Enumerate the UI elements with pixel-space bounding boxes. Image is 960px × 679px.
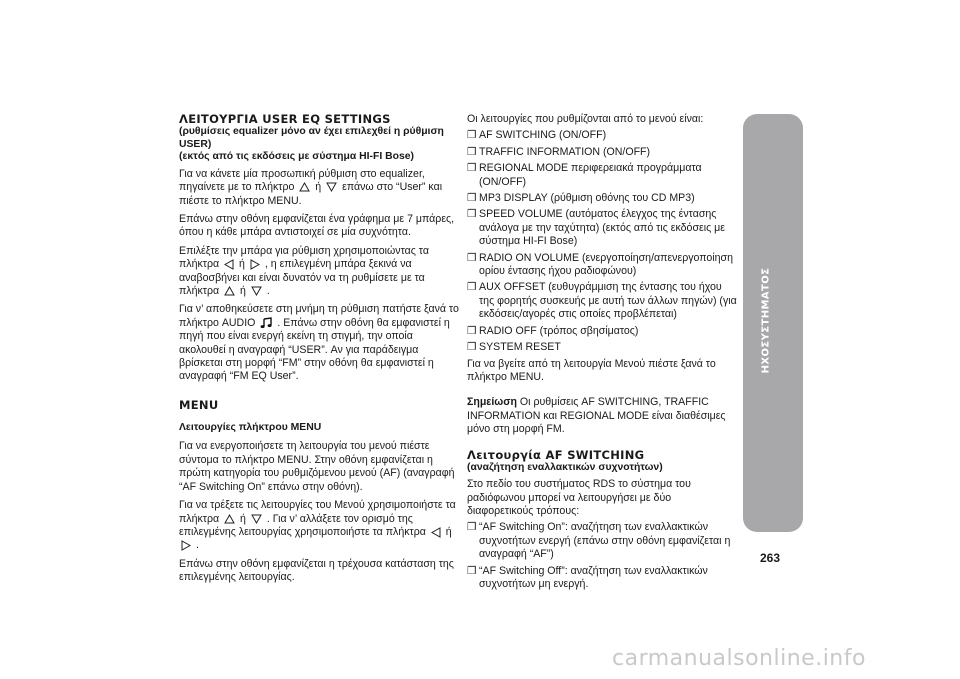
paragraph-eq-intro-c: επάνω στο “User” και πιέστε το πλήκτρο MENU.	[179, 181, 443, 207]
paragraph-eq-select	[179, 245, 459, 299]
checkbox-bullet-icon: ❒	[467, 564, 477, 577]
arrow-right-icon	[250, 259, 260, 270]
list-item: ❒ RADIO OFF (τρόπος σβησίματος)	[467, 324, 639, 337]
menu-functions-list	[467, 129, 739, 354]
section-title-menu: MENU	[179, 397, 219, 412]
section-side-tab-label-wrap	[751, 260, 781, 380]
paragraph-eq-graph: Επάνω στην οθόνη εμφανίζεται ένα γράφημα με 7 μπάρες, όπου η κάθε μπάρα αντιστοιχεί σε μία συχνότητα.	[179, 213, 455, 239]
arrow-down-icon	[251, 514, 262, 524]
checkbox-bullet-icon: ❒	[467, 251, 477, 264]
arrow-up-icon	[224, 514, 235, 524]
paragraph-eq-select-a: Επιλέξτε την μπάρα για ρύθμιση χρησιμοποιώντας τα πλήκτρα	[179, 244, 429, 271]
af-modes-list	[467, 521, 739, 591]
list-item: ❒ MP3 DISPLAY (ρύθμιση οθόνης του CD MP3)	[467, 192, 695, 205]
menu-functions-intro: Οι λειτουργίες που ρυθμίζονται από το μενού είναι:	[467, 113, 704, 125]
subtitle-af-switching: (αναζήτηση εναλλακτικών συχνοτήτων)	[467, 461, 663, 473]
paragraph-menu-exit: Για να βγείτε από τη λειτουργία Μενού πιέστε ξανά το πλήκτρο MENU.	[467, 357, 716, 383]
paragraph-menu-navigate-a: Για να τρέξετε τις λειτουργίες του Μενού χρησιμοποιήστε τα πλήκτρα	[179, 499, 456, 525]
checkbox-bullet-icon: ❒	[467, 145, 477, 158]
paragraph-af-intro: Στο πεδίο του συστήματος RDS το σύστημα του ραδιόφωνου μπορεί να λειτουργήσει με δύο διαφορετικούς τρόπους:	[467, 478, 691, 517]
paragraph-eq-save-a: Για ν’ αποθηκεύσετε στη μνήμη τη ρύθμιση πατήστε ξανά το πλήκτρο AUDIO	[179, 303, 459, 329]
paragraph-eq-save-b: . Επάνω στην οθόνη θα εμφανιστεί η πηγή που είναι ενεργή εκείνη τη στιγμή, την οποία ακολουθεί η αναγραφή “USER”. Αν για παράδειγμα βρίσκεται στη μορφή “FM” στην οθόνη θα εμφανιστεί η αναγραφή “FM EQ User”.	[179, 316, 450, 383]
paragraph-menu-activate: Για να ενεργοποιήσετε τη λειτουργία του μενού πιέστε σύντομα το πλήκτρο MENU. Στην οθόνη εμφανίζεται η πρώτη κατηγορία του ρυθμιζόμενου μενού (AF) (αναγραφή “AF Switching On” επάνω στην οθόνη).	[179, 440, 455, 493]
paragraph-eq-save	[179, 303, 459, 383]
paragraph-menu-navigate	[179, 499, 459, 553]
arrow-left-icon	[431, 527, 441, 538]
watermark: carmanualsonline.info	[612, 646, 866, 671]
paragraph-eq-intro-or: ή	[315, 181, 322, 194]
list-item: ❒ SYSTEM RESET	[467, 341, 561, 354]
paragraph-eq-select-c: , η επιλεγμένη μπάρα ξεκινά να αναβοσβήνει και είναι δυνατόν να τη ρυθμίσετε με τα πλήκτρα	[179, 258, 425, 298]
note-text: Οι ρυθμίσεις AF SWITCHING, TRAFFIC INFORMATION και REGIONAL MODE είναι διαθέσιμες μόνο στη μορφή FM.	[467, 396, 726, 436]
checkbox-bullet-icon: ❒	[467, 521, 477, 534]
paragraph-eq-intro-a: Για να κάνετε μία προσωπική ρύθμιση στο equalizer, πηγαίνετε με το πλήκτρο	[179, 167, 425, 194]
paragraph-eq-intro	[179, 168, 459, 208]
arrow-down-icon	[326, 182, 337, 192]
checkbox-bullet-icon: ❒	[467, 341, 477, 354]
list-item: ❒ REGIONAL MODE περιφερειακά προγράμματα (ON/OFF)	[467, 162, 702, 188]
section-title-user-eq: ΛΕΙΤΟΥΡΓΙΑ USER EQ SETTINGS	[179, 112, 391, 126]
paragraph-menu-navigate-or2: ή	[445, 525, 452, 538]
arrow-left-icon	[224, 259, 234, 270]
checkbox-bullet-icon: ❒	[467, 324, 477, 337]
paragraph-eq-select-or2: ή	[240, 285, 246, 298]
checkbox-bullet-icon: ❒	[467, 208, 477, 221]
music-note-icon	[260, 317, 272, 329]
list-item: ❒ “AF Switching On”: αναζήτηση των εναλλακτικών συχνοτήτων ενεργή (επάνω στην οθόνη εμφανίζεται η αναγραφή “AF”)	[467, 521, 731, 561]
section-title-af-switching: Λειτουργία AF SWITCHING	[467, 447, 645, 462]
list-item: ❒ AF SWITCHING (ON/OFF)	[467, 129, 607, 142]
arrow-up-icon	[299, 182, 310, 192]
checkbox-bullet-icon: ❒	[467, 281, 477, 294]
section-side-tab-label: ΗΧΟΣΥΣΤΗΜΑΤΟΣ	[760, 267, 772, 373]
paragraph-menu-navigate-or1: ή	[240, 512, 246, 525]
note-paragraph	[467, 396, 739, 436]
subtitle-user-eq-2: (εκτός από τις εκδόσεις με σύστημα HI-FI Bose)	[179, 151, 414, 163]
list-item: ❒ AUX OFFSET (ευθυγράμμιση της έντασης του ήχου της φορητής συσκευής με αυτή των άλλων πηγών) (για εκδόσεις/αγορές στις οποίες προβλέπεται)	[467, 281, 737, 321]
arrow-down-icon	[251, 286, 262, 296]
arrow-up-icon	[224, 286, 235, 296]
list-item: ❒ “AF Switching Off”: αναζήτηση των εναλλακτικών συχνοτήτων μη ενεργή.	[467, 564, 708, 590]
paragraph-menu-navigate-c: . Για ν’ αλλάξετε τον ορισμό της επιλεγμένης λειτουργίας χρησιμοποιήστε τα πλήκτρα	[179, 512, 426, 538]
checkbox-bullet-icon: ❒	[467, 129, 477, 142]
list-item: ❒ TRAFFIC INFORMATION (ON/OFF)	[467, 145, 651, 158]
list-item: ❒ SPEED VOLUME (αυτόματος έλεγχος της έντασης ανάλογα με την ταχύτητα) (εκτός από τις εκδόσεις με σύστημα HI-FI Bose)	[467, 208, 725, 248]
page-number: 263	[760, 551, 781, 565]
paragraph-menu-navigate-end: .	[195, 539, 199, 552]
paragraph-eq-select-or1: ή	[239, 258, 245, 271]
paragraph-eq-select-end: .	[266, 285, 270, 298]
subtitle-menu: Λειτουργίες πλήκτρου MENU	[179, 421, 322, 433]
paragraph-menu-status: Επάνω στην οθόνη εμφανίζεται η τρέχουσα κατάσταση της επιλεγμένης λειτουργίας.	[179, 557, 454, 584]
subtitle-user-eq-1: (ρυθμίσεις equalizer μόνο αν έχει επιλεχθεί η ρύθμιση USER)	[179, 126, 444, 150]
right-column	[467, 113, 739, 594]
note-label: Σημείωση	[467, 396, 517, 409]
checkbox-bullet-icon: ❒	[467, 162, 477, 175]
left-column	[179, 113, 459, 590]
list-item: ❒ RADIO ON VOLUME (ενεργοποίηση/απενεργοποίηση ορίου έντασης ήχου ραδιοφώνου)	[467, 251, 733, 278]
arrow-right-icon	[181, 540, 191, 551]
checkbox-bullet-icon: ❒	[467, 192, 477, 205]
